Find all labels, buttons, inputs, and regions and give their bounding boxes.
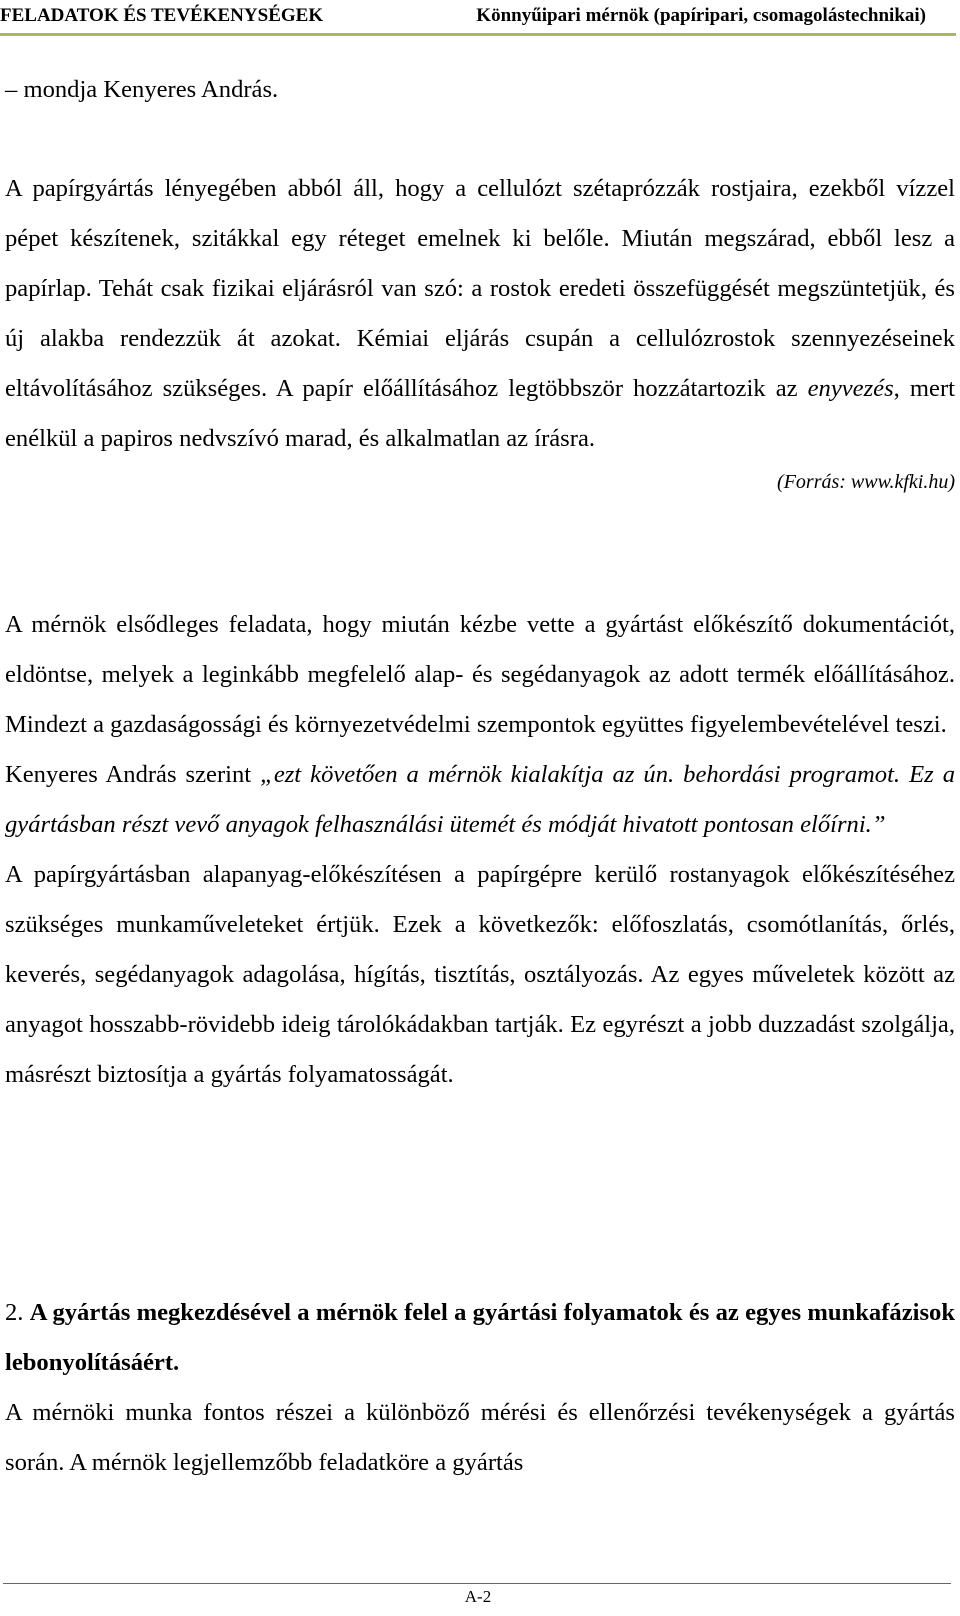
- quote-intro: Kenyeres András szerint: [5, 761, 261, 788]
- paragraph-measurement-tasks: A mérnöki munka fontos részei a különböző mérési és ellenőrzési tevékenységek a gyártás során. A mérnök legjellemzőbb feladatköre a gyártás: [5, 1399, 955, 1476]
- header-section-title: FELADATOK ÉS TEVÉKENYSÉGEK: [0, 5, 324, 26]
- heading-number: 2.: [5, 1299, 30, 1326]
- paragraph-text-end: , mert enélkül a papiros nedvszívó marad, és alkalmatlan az írásra.: [5, 375, 955, 452]
- document-body-section-1: [5, 164, 955, 497]
- paragraph-numbered-heading: [5, 1288, 955, 1388]
- paragraph-papermaking-process: [5, 164, 955, 464]
- header-profession-title: Könnyűipari mérnök (papíripari, csomagolástechnikai): [476, 5, 926, 26]
- italic-term-sizing: enyvezés: [807, 375, 894, 402]
- page-header: [0, 0, 956, 36]
- paragraph-engineer-primary-task: A mérnök elsődleges feladata, hogy miután kézbe vette a gyártást előkészítő dokumentációt, eldöntse, melyek a leginkább megfelelő alap- és segédanyagok az adott termék előállításához. Mindezt a gazdaságossági és környezetvédelmi szempontok együttes figyelembevételével teszi.: [5, 611, 955, 738]
- page-number: A-2: [464, 1587, 492, 1606]
- document-body-section-3: [5, 1288, 955, 1488]
- paragraph-quote: [5, 750, 955, 850]
- quote-text: „ezt követően a mérnök kialakítja az ún. behordási programot. Ez a gyártásban részt vevő anyagok felhasználási ütemét és módját hivatott pontosan előírni.”: [5, 761, 955, 838]
- paragraph-raw-material-prep: A papírgyártásban alapanyag-előkészítésen a papírgépre kerülő rostanyagok előkészítéséhez szükséges munkaműveleteket értjük. Ezek a következők: előfoszlatás, csomótlanítás, őrlés, keverés, segédanyagok adagolása, hígítás, tisztítás, osztályozás. Az egyes műveletek között az anyagot hosszabb-rövidebb ideig tárolókádakban tartják. Ez egyrészt a jobb duzzadást szolgálja, másrészt biztosítja a gyártás folyamatosságát.: [5, 861, 955, 1088]
- heading-bold-text: A gyártás megkezdésével a mérnök felel a gyártási folyamatok és az egyes munkafázisok lebonyolításáért.: [5, 1299, 955, 1376]
- source-citation: (Forrás: www.kfki.hu): [777, 471, 955, 493]
- paragraph-attribution: – mondja Kenyeres András.: [5, 76, 279, 103]
- document-body-section-2: [5, 600, 955, 1100]
- document-body: [5, 65, 955, 115]
- footer-divider: [3, 1583, 951, 1584]
- paragraph-text: A papírgyártás lényegében abból áll, hogy a cellulózt szétaprózzák rostjaira, ezekből vízzel pépet készítenek, szitákkal egy réteget emelnek ki belőle. Miután megszárad, ebből lesz a papírlap. Tehát csak fizikai eljárásról van szó: a rostok eredeti összefüggését megszüntetjük, és új alakba rendezzük át azokat. Kémiai eljárás csupán a cellulózrostok szennyezéseinek eltávolításához szükséges. A papír előállításához legtöbbször hozzátartozik az: [5, 175, 955, 402]
